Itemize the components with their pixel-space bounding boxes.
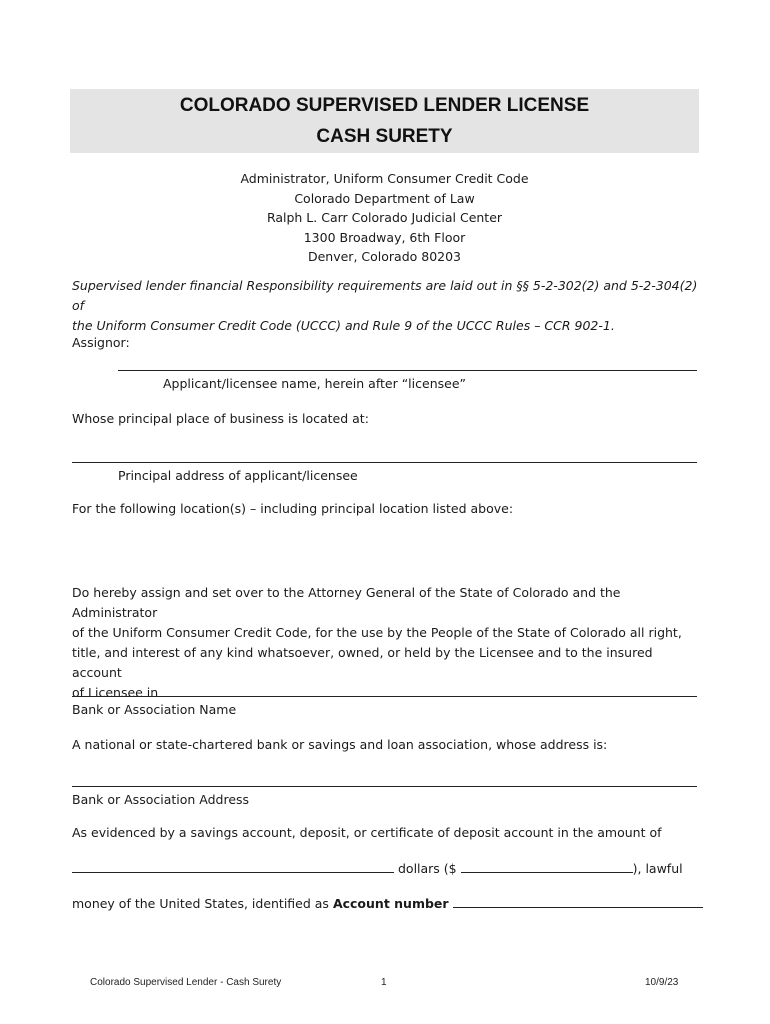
- administrator-address: [70, 169, 699, 267]
- bank-address-intro: A national or state-chartered bank or savings and loan association, whose address is:: [72, 737, 608, 752]
- address-line: Ralph L. Carr Colorado Judicial Center: [266, 210, 503, 225]
- footer-page-number: 1: [381, 977, 387, 988]
- footer-date: 10/9/23: [645, 977, 679, 988]
- address-line: Denver, Colorado 80203: [307, 249, 462, 264]
- address-line: 1300 Broadway, 6th Floor: [303, 229, 466, 245]
- assignor-name-field[interactable]: [118, 370, 697, 371]
- assignor-label: Assignor:: [72, 335, 130, 350]
- amount-words-field[interactable]: [72, 859, 394, 873]
- money-text: money of the United States, identified as: [72, 896, 329, 911]
- amount-numeric-field[interactable]: [461, 859, 633, 873]
- account-line: [72, 894, 703, 914]
- assignor-field-caption: Applicant/licensee name, herein after “licensee”: [163, 376, 466, 391]
- address-line: Colorado Department of Law: [294, 190, 475, 206]
- lawful-text: ), lawful: [632, 861, 683, 876]
- account-number-label: Account number: [332, 896, 449, 911]
- amount-line: [72, 859, 683, 879]
- locations-label: For the following location(s) – including principal location listed above:: [72, 501, 514, 516]
- principal-address-field[interactable]: [72, 462, 697, 463]
- dollars-text: dollars ($: [397, 861, 457, 876]
- assignment-paragraph: Do hereby assign and set over to the Attorney General of the State of Colorado and the Administrator of the Uniform Consumer Credit Code, for the use by the People of the State of Colorado all right, title, and interest of any kind whatsoever, owned, or held by the Licensee and to the insured account of Licensee in: [72, 585, 682, 700]
- bank-address-caption: Bank or Association Address: [72, 792, 250, 807]
- bank-name-field[interactable]: [72, 696, 697, 697]
- bank-address-field[interactable]: [72, 786, 697, 787]
- bank-name-caption: Bank or Association Name: [72, 702, 237, 717]
- footer-document-name: Colorado Supervised Lender - Cash Surety: [90, 977, 282, 988]
- amount-intro: As evidenced by a savings account, deposit, or certificate of deposit account in the amount of: [72, 825, 662, 840]
- document-title: COLORADO SUPERVISED LENDER LICENSE: [179, 95, 590, 116]
- address-line: Administrator, Uniform Consumer Credit Code: [240, 171, 529, 186]
- document-subtitle: CASH SURETY: [316, 126, 453, 147]
- principal-address-caption: Principal address of applicant/licensee: [118, 468, 358, 483]
- requirements-note: Supervised lender financial Responsibility requirements are laid out in §§ 5-2-302(2) and 5-2-304(2) of the Uniform Consumer Credit Code (UCCC) and Rule 9 of the UCCC Rules – CCR 902-1.: [72, 278, 698, 333]
- title-banner: [70, 89, 699, 153]
- account-number-field[interactable]: [453, 894, 703, 908]
- principal-business-label: Whose principal place of business is located at:: [72, 411, 369, 426]
